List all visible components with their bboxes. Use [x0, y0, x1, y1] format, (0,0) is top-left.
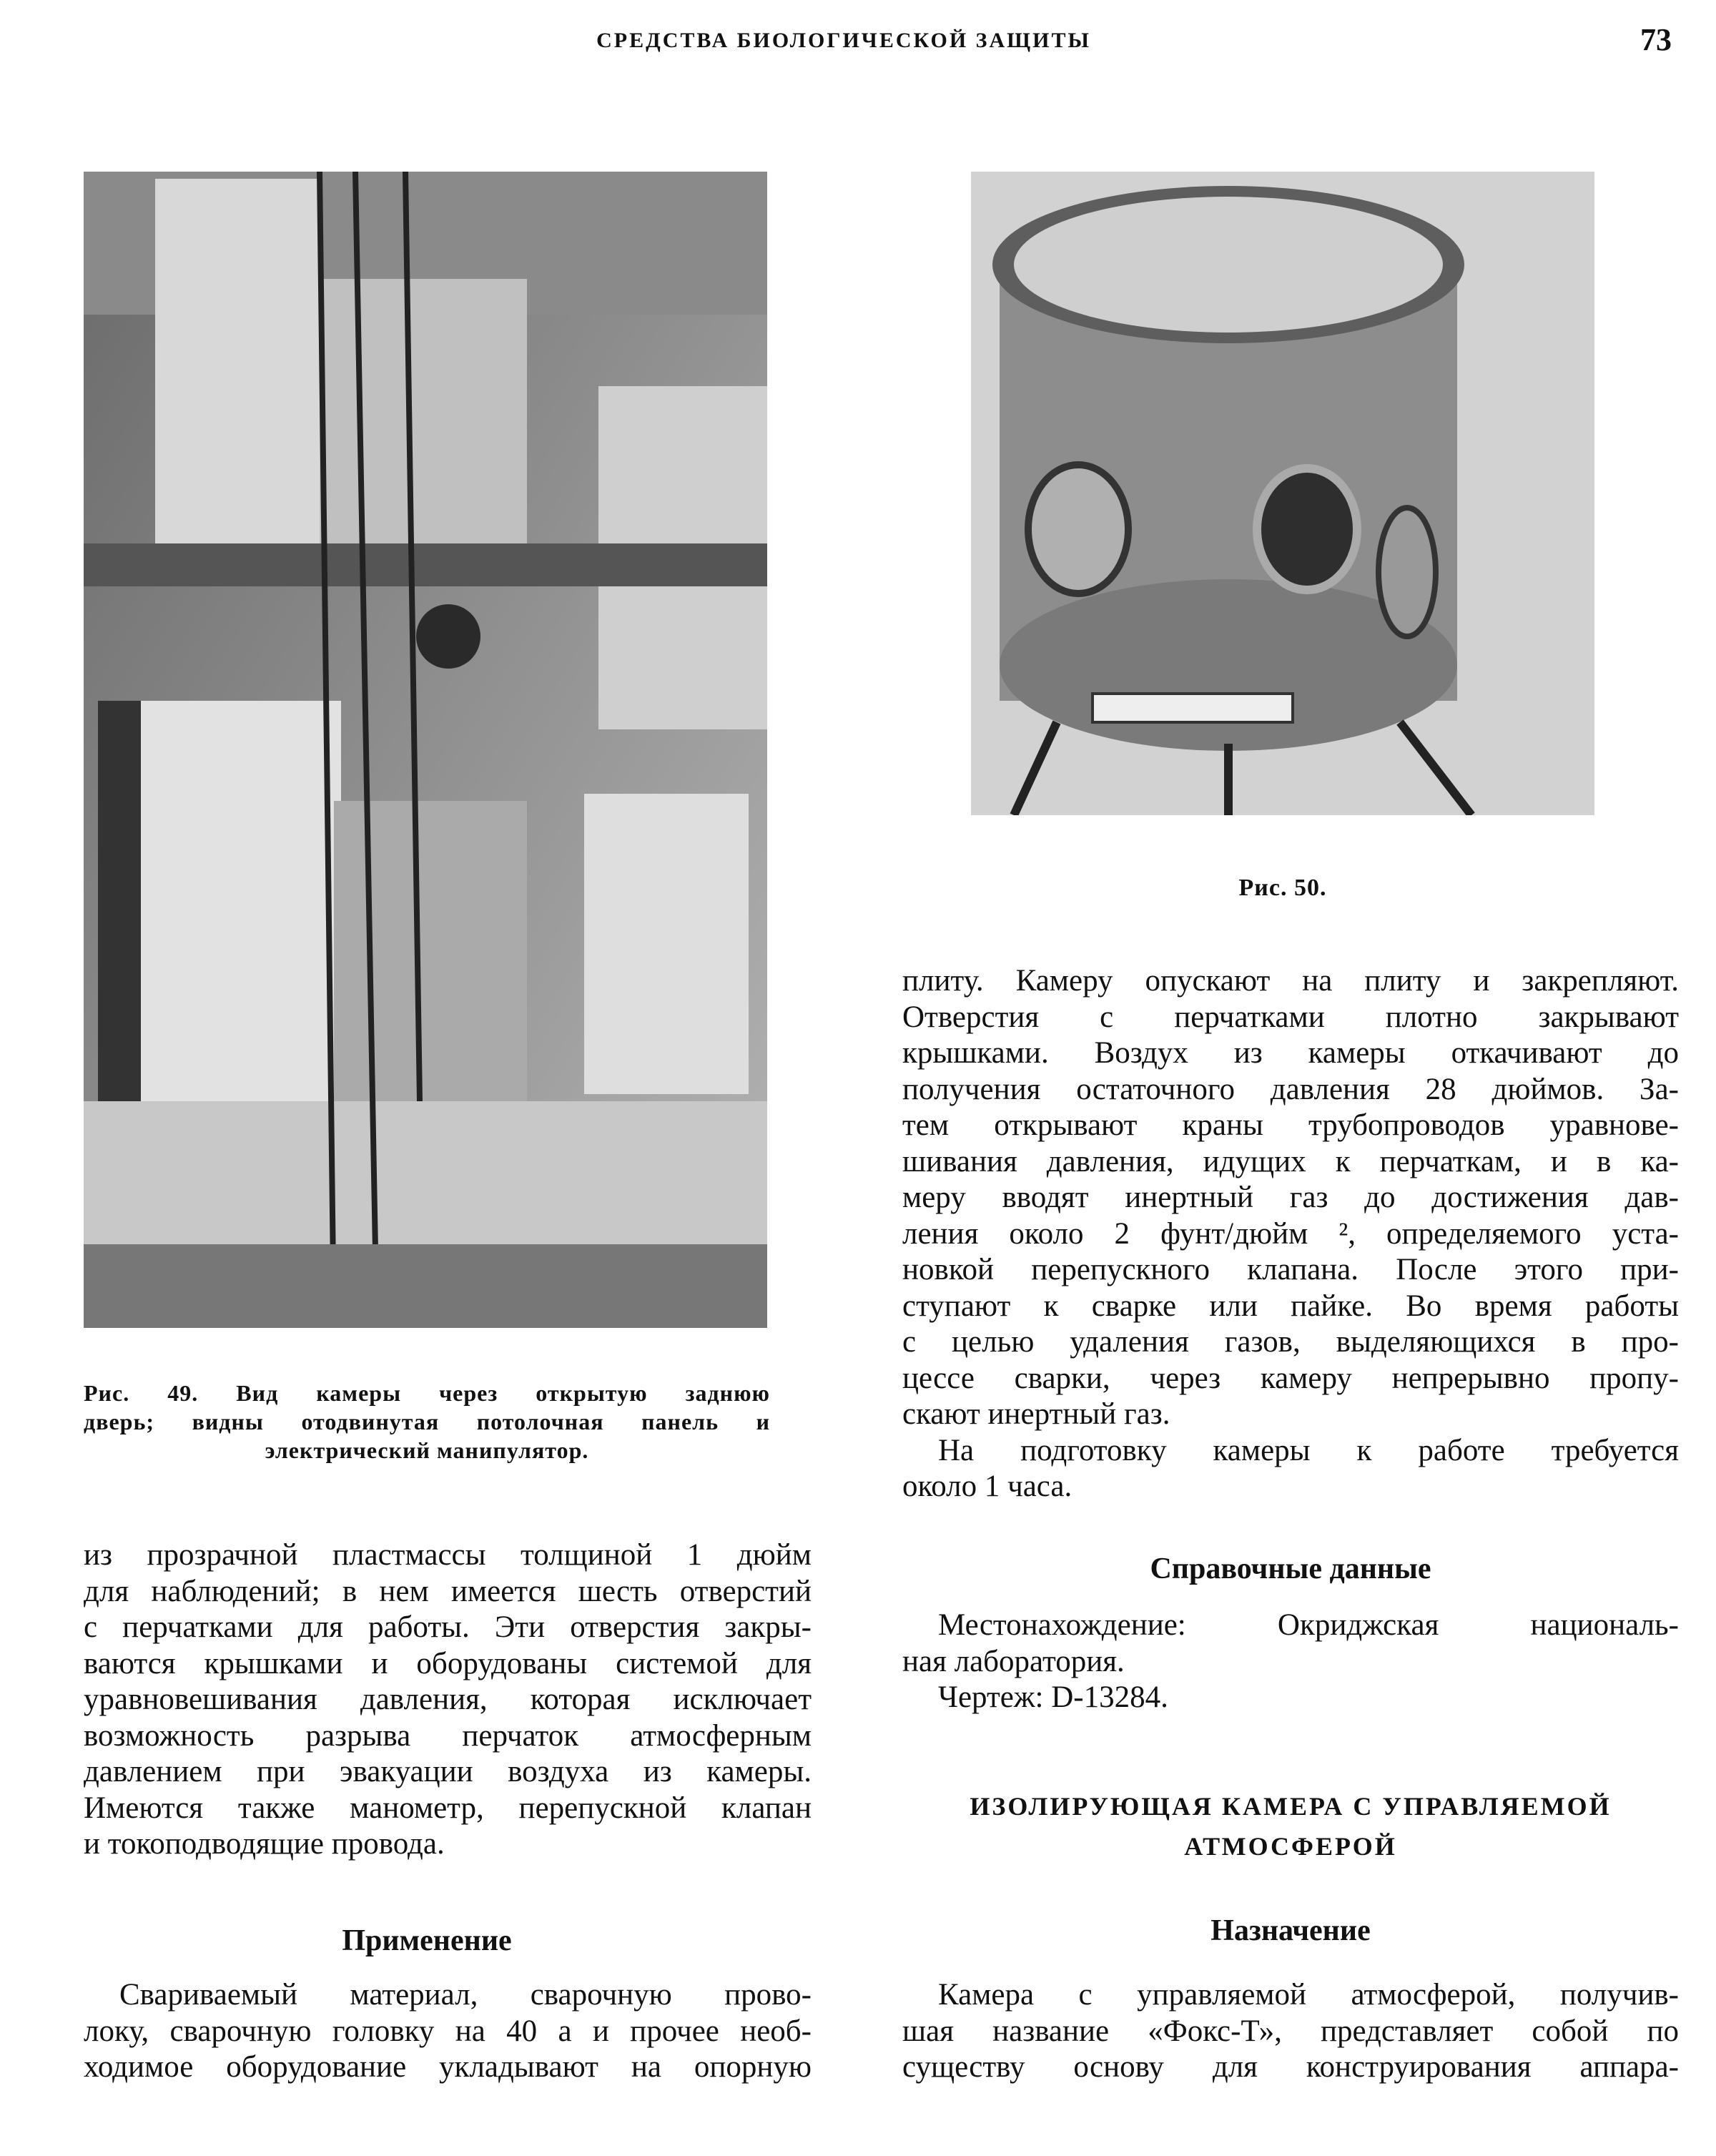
page-number: 73 — [1640, 22, 1672, 57]
figure-50-photo — [971, 172, 1594, 815]
right-column-paragraph-3: Камера с управляемой атмосферой, получив- шая название «Фокс-Т», представляет собой по существу основу для конструирования аппара- — [902, 1978, 1679, 2084]
running-header: СРЕДСТВА БИОЛОГИЧЕСКОЙ ЗАЩИТЫ — [596, 29, 1091, 52]
heading-reference-data: Справочные данные — [1150, 1552, 1431, 1585]
figure-49-caption: Рис. 49. Вид камеры через открытую заднюю дверь; видны отодвинутая потолочная панель и электрический манипулятор. — [84, 1380, 770, 1463]
figure-49-photo — [84, 172, 767, 1328]
right-column-paragraph-1: плиту. Камеру опускают на плиту и закрепляют. Отверстия с перчатками плотно закрывают крышками. Воздух из камеры откачивают до получения остаточного давления 28 дюймов. За- тем открывают краны трубопроводов уравнове- шивания давления, идущих к перчаткам, и в ка- меру вводят инертный газ до достижения дав- ления около 2 фунт/дюйм ², определяемого уста- новкой перепускного клапана. После этого при- ступают к сварке или пайке. Во время работы с целью удаления газов, выделяющихся в про- цессе сварки, через камеру непрерывно пропу- скают инертный газ. На подготовку камеры к работе требуется около 1 часа. — [902, 964, 1679, 1503]
figure-50-caption: Рис. 50. — [1238, 875, 1327, 901]
left-column-paragraph-1: из прозрачной пластмассы толщиной 1 дюйм для наблюдений; в нем имеется шесть отверстий с перчатками для работы. Эти отверстия закры- ваются крышками и оборудованы системой для уравновешивания давления, которая исключает возможность разрыва перчаток атмосферным давлением при эвакуации воздуха из камеры. Имеются также манометр, перепускной клапан и токоподводящие провода. — [84, 1538, 812, 1861]
section-title: ИЗОЛИРУЮЩАЯ КАМЕРА С УПРАВЛЯЕМОЙ АТМОСФЕРОЙ — [970, 1792, 1612, 1861]
reference-data: Местонахождение: Окриджская националь- ная лаборатория. Чертеж: D-13284. — [902, 1608, 1679, 1714]
left-column-paragraph-2: Свариваемый материал, сварочную прово- локу, сварочную головку на 40 а и прочее необ- ходимое оборудование укладывают на опорную — [84, 1978, 812, 2084]
heading-application: Применение — [342, 1924, 512, 1957]
heading-purpose: Назначение — [1210, 1914, 1371, 1947]
